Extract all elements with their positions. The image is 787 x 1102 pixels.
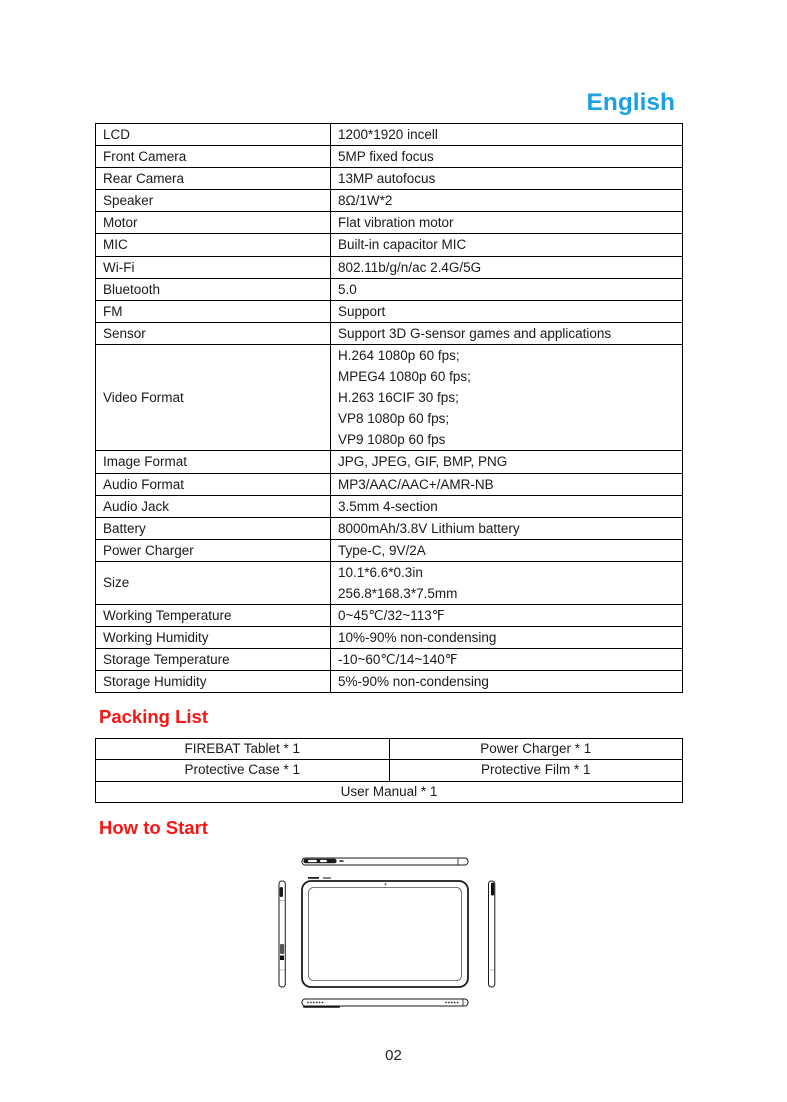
spec-value bbox=[331, 495, 683, 517]
spec-row bbox=[96, 300, 683, 322]
spec-value bbox=[331, 539, 683, 561]
spec-label: Size bbox=[96, 561, 331, 604]
spec-value-line: JPG, JPEG, GIF, BMP, PNG bbox=[338, 454, 508, 470]
side-camera-bump bbox=[280, 887, 283, 897]
spec-value bbox=[331, 473, 683, 495]
spec-label: Speaker bbox=[96, 190, 331, 212]
spec-value-line: 1200*1920 incell bbox=[338, 127, 438, 142]
spec-value-line: H.263 16CIF 30 fps; bbox=[338, 390, 459, 406]
tablet-left-side-view bbox=[279, 881, 285, 987]
spec-row bbox=[96, 190, 683, 212]
spec-label: Storage Temperature bbox=[96, 649, 331, 671]
spec-value-line: Support 3D G-sensor games and applications bbox=[338, 325, 612, 341]
spec-label: Sensor bbox=[96, 322, 331, 344]
tablet-diagram bbox=[270, 848, 505, 1016]
spec-row bbox=[96, 256, 683, 278]
spec-value bbox=[331, 124, 683, 146]
spec-row bbox=[96, 473, 683, 495]
spec-row bbox=[96, 451, 683, 473]
power-button bbox=[491, 883, 494, 896]
tablet-bottom-edge-view bbox=[302, 999, 468, 1008]
spec-label: Battery bbox=[96, 517, 331, 539]
page-title: English bbox=[586, 89, 675, 116]
packing-list-table bbox=[95, 738, 683, 803]
spec-label: Motor bbox=[96, 212, 331, 234]
spec-value-line: MPEG4 1080p 60 fps; bbox=[338, 369, 471, 385]
spec-value-line: 5.0 bbox=[338, 281, 357, 297]
spec-value-line: 8Ω/1W*2 bbox=[338, 193, 393, 209]
spec-value-line: Built-in capacitor MIC bbox=[338, 237, 467, 253]
tablet-right-side-view bbox=[489, 881, 495, 987]
spec-row bbox=[96, 539, 683, 561]
spec-value bbox=[331, 300, 683, 322]
spec-label: Storage Humidity bbox=[96, 671, 331, 693]
spec-label: Working Humidity bbox=[96, 627, 331, 649]
spec-row bbox=[96, 322, 683, 344]
side-button bbox=[280, 944, 284, 954]
spec-value bbox=[331, 627, 683, 649]
spec-value-line: 13MP autofocus bbox=[338, 171, 436, 187]
spec-label: FM bbox=[96, 300, 331, 322]
packing-cell: Protective Film * 1 bbox=[389, 760, 683, 781]
spec-value-line: -10~60℃/14~140℉ bbox=[338, 652, 458, 668]
spec-value bbox=[331, 322, 683, 344]
spec-value-line: Flat vibration motor bbox=[338, 215, 454, 231]
spec-row bbox=[96, 517, 683, 539]
mic-hole bbox=[340, 860, 344, 862]
spec-row bbox=[96, 495, 683, 517]
packing-cell: FIREBAT Tablet * 1 bbox=[96, 739, 390, 760]
spec-value-line: 256.8*168.3*7.5mm bbox=[338, 585, 458, 601]
how-to-start-heading: How to Start bbox=[99, 817, 208, 838]
spec-label: Front Camera bbox=[96, 146, 331, 168]
spec-row bbox=[96, 124, 683, 146]
spec-value-line: Support bbox=[338, 303, 386, 319]
spec-value bbox=[331, 212, 683, 234]
packing-cell: Power Charger * 1 bbox=[389, 739, 683, 760]
spec-value-line: VP8 1080p 60 fps; bbox=[338, 411, 450, 427]
spec-row bbox=[96, 168, 683, 190]
spec-label: Video Format bbox=[96, 344, 331, 450]
spec-label: Working Temperature bbox=[96, 605, 331, 627]
packing-row-full bbox=[96, 781, 683, 802]
spec-value bbox=[331, 168, 683, 190]
tablet-screen bbox=[309, 888, 462, 981]
side-port bbox=[280, 956, 284, 961]
spec-value-line: VP9 1080p 60 fps bbox=[338, 432, 446, 448]
spec-row bbox=[96, 212, 683, 234]
spec-label: Bluetooth bbox=[96, 278, 331, 300]
spec-row bbox=[96, 561, 683, 604]
spec-row bbox=[96, 344, 683, 450]
page-number: 02 bbox=[385, 1047, 402, 1064]
spec-row bbox=[96, 649, 683, 671]
spec-row bbox=[96, 671, 683, 693]
spec-row bbox=[96, 627, 683, 649]
spec-value-line: 10.1*6.6*0.3in bbox=[338, 564, 423, 580]
spec-row bbox=[96, 278, 683, 300]
spec-value bbox=[331, 671, 683, 693]
spec-label: LCD bbox=[96, 124, 331, 146]
packing-list-heading: Packing List bbox=[99, 706, 208, 727]
spec-value bbox=[331, 561, 683, 604]
spec-row bbox=[96, 605, 683, 627]
tablet-top-edge-view bbox=[302, 858, 468, 879]
spec-value bbox=[331, 234, 683, 256]
front-camera-dot bbox=[385, 883, 387, 885]
spec-value bbox=[331, 256, 683, 278]
spec-label: Audio Jack bbox=[96, 495, 331, 517]
spec-value bbox=[331, 278, 683, 300]
spec-table bbox=[95, 123, 683, 693]
spec-value-line: 5%-90% non-condensing bbox=[338, 674, 489, 690]
spec-label: Rear Camera bbox=[96, 168, 331, 190]
packing-row bbox=[96, 760, 683, 781]
tablet-front-view bbox=[302, 881, 468, 987]
spec-value bbox=[331, 344, 683, 450]
spec-label: Power Charger bbox=[96, 539, 331, 561]
packing-cell-full: User Manual * 1 bbox=[96, 781, 683, 802]
spec-value-line: 802.11b/g/n/ac 2.4G/5G bbox=[338, 259, 482, 275]
packing-row bbox=[96, 739, 683, 760]
spec-value-line: H.264 1080p 60 fps; bbox=[338, 347, 460, 363]
packing-cell: Protective Case * 1 bbox=[96, 760, 390, 781]
spec-value bbox=[331, 605, 683, 627]
spec-value-line: Type-C, 9V/2A bbox=[338, 542, 426, 558]
spec-label: MIC bbox=[96, 234, 331, 256]
spec-label: Audio Format bbox=[96, 473, 331, 495]
spec-value-line: 5MP fixed focus bbox=[338, 149, 434, 165]
spec-row bbox=[96, 146, 683, 168]
spec-value-line: 3.5mm 4-section bbox=[338, 498, 438, 514]
spec-value bbox=[331, 517, 683, 539]
spec-value bbox=[331, 451, 683, 473]
spec-value-line: MP3/AAC/AAC+/AMR-NB bbox=[338, 476, 494, 492]
spec-value bbox=[331, 146, 683, 168]
spec-label: Image Format bbox=[96, 451, 331, 473]
spec-label: Wi-Fi bbox=[96, 256, 331, 278]
spec-value bbox=[331, 190, 683, 212]
spec-value-line: 8000mAh/3.8V Lithium battery bbox=[338, 520, 520, 536]
spec-value-line: 0~45℃/32~113℉ bbox=[338, 608, 445, 624]
spec-value-line: 10%-90% non-condensing bbox=[338, 630, 497, 646]
spec-row bbox=[96, 234, 683, 256]
spec-value bbox=[331, 649, 683, 671]
